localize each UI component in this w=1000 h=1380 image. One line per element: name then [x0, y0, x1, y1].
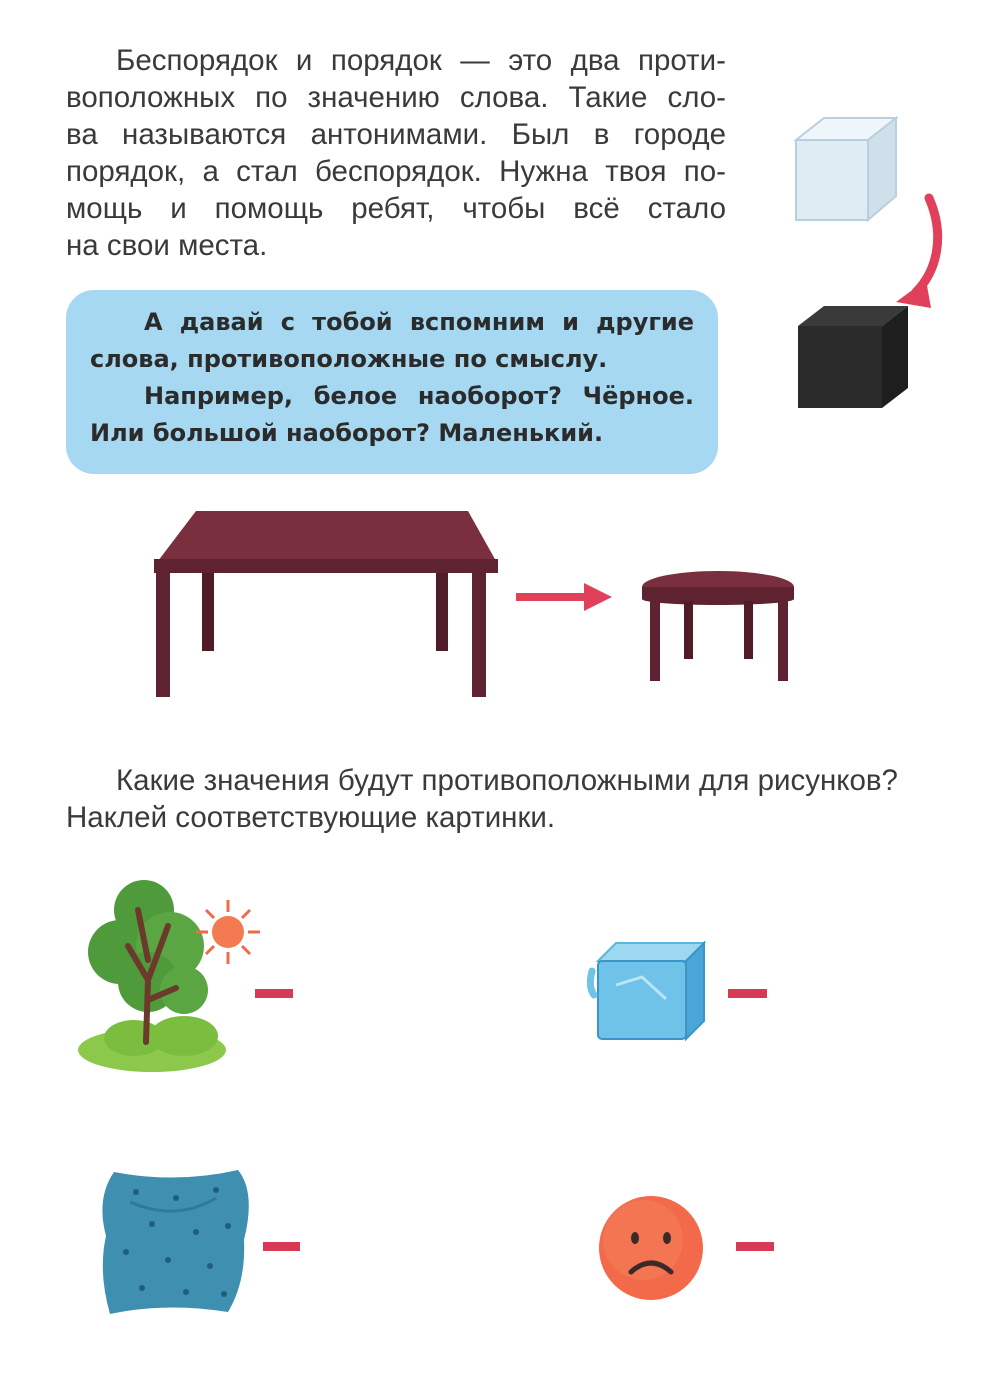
arrow-right-icon — [516, 583, 612, 611]
intro-line: на свои места. — [66, 229, 268, 262]
intro-paragraph — [66, 42, 726, 264]
table-example — [150, 505, 830, 705]
big-table-icon — [154, 511, 498, 697]
sun-icon — [196, 900, 260, 964]
small-table-icon — [642, 571, 794, 681]
tree-with-sun-icon — [72, 870, 312, 1080]
task-line: Наклей соответствующие картинки. — [66, 801, 556, 834]
cube-example — [786, 112, 956, 422]
bubble-line: Например, белое наоборот? Чёрное. — [144, 382, 694, 410]
task-instructions — [66, 762, 972, 836]
sad-face-icon — [595, 1192, 707, 1304]
intro-line: Беспорядок и порядок — это два проти- — [116, 44, 726, 77]
answer-dash — [255, 989, 293, 998]
ice-cube-icon — [582, 935, 712, 1045]
curved-arrow-icon — [896, 198, 938, 308]
answer-dash — [263, 1242, 300, 1251]
white-cube-icon — [796, 118, 896, 220]
answer-dash — [736, 1242, 774, 1251]
intro-line: воположных по значению слова. Такие сло- — [66, 81, 726, 114]
intro-line: ва называются антонимами. Был в городе — [66, 118, 726, 151]
bubble-line: Или большой наоборот? Маленький. — [90, 419, 604, 447]
answer-dash — [728, 989, 767, 998]
bubble-line: слова, противоположные по смыслу. — [90, 345, 608, 373]
intro-line: порядок, а стал беспорядок. Нужна твоя по- — [66, 155, 726, 188]
intro-line: мощь и помощь ребят, чтобы всё стало — [66, 192, 726, 225]
bubble-line: А давай с тобой вспомним и другие — [144, 308, 694, 336]
task-line: Какие значения будут противоположными для рисунков? — [116, 764, 898, 797]
black-cube-icon — [798, 306, 908, 408]
pillow-icon — [96, 1162, 256, 1322]
speech-bubble-text — [90, 304, 694, 452]
